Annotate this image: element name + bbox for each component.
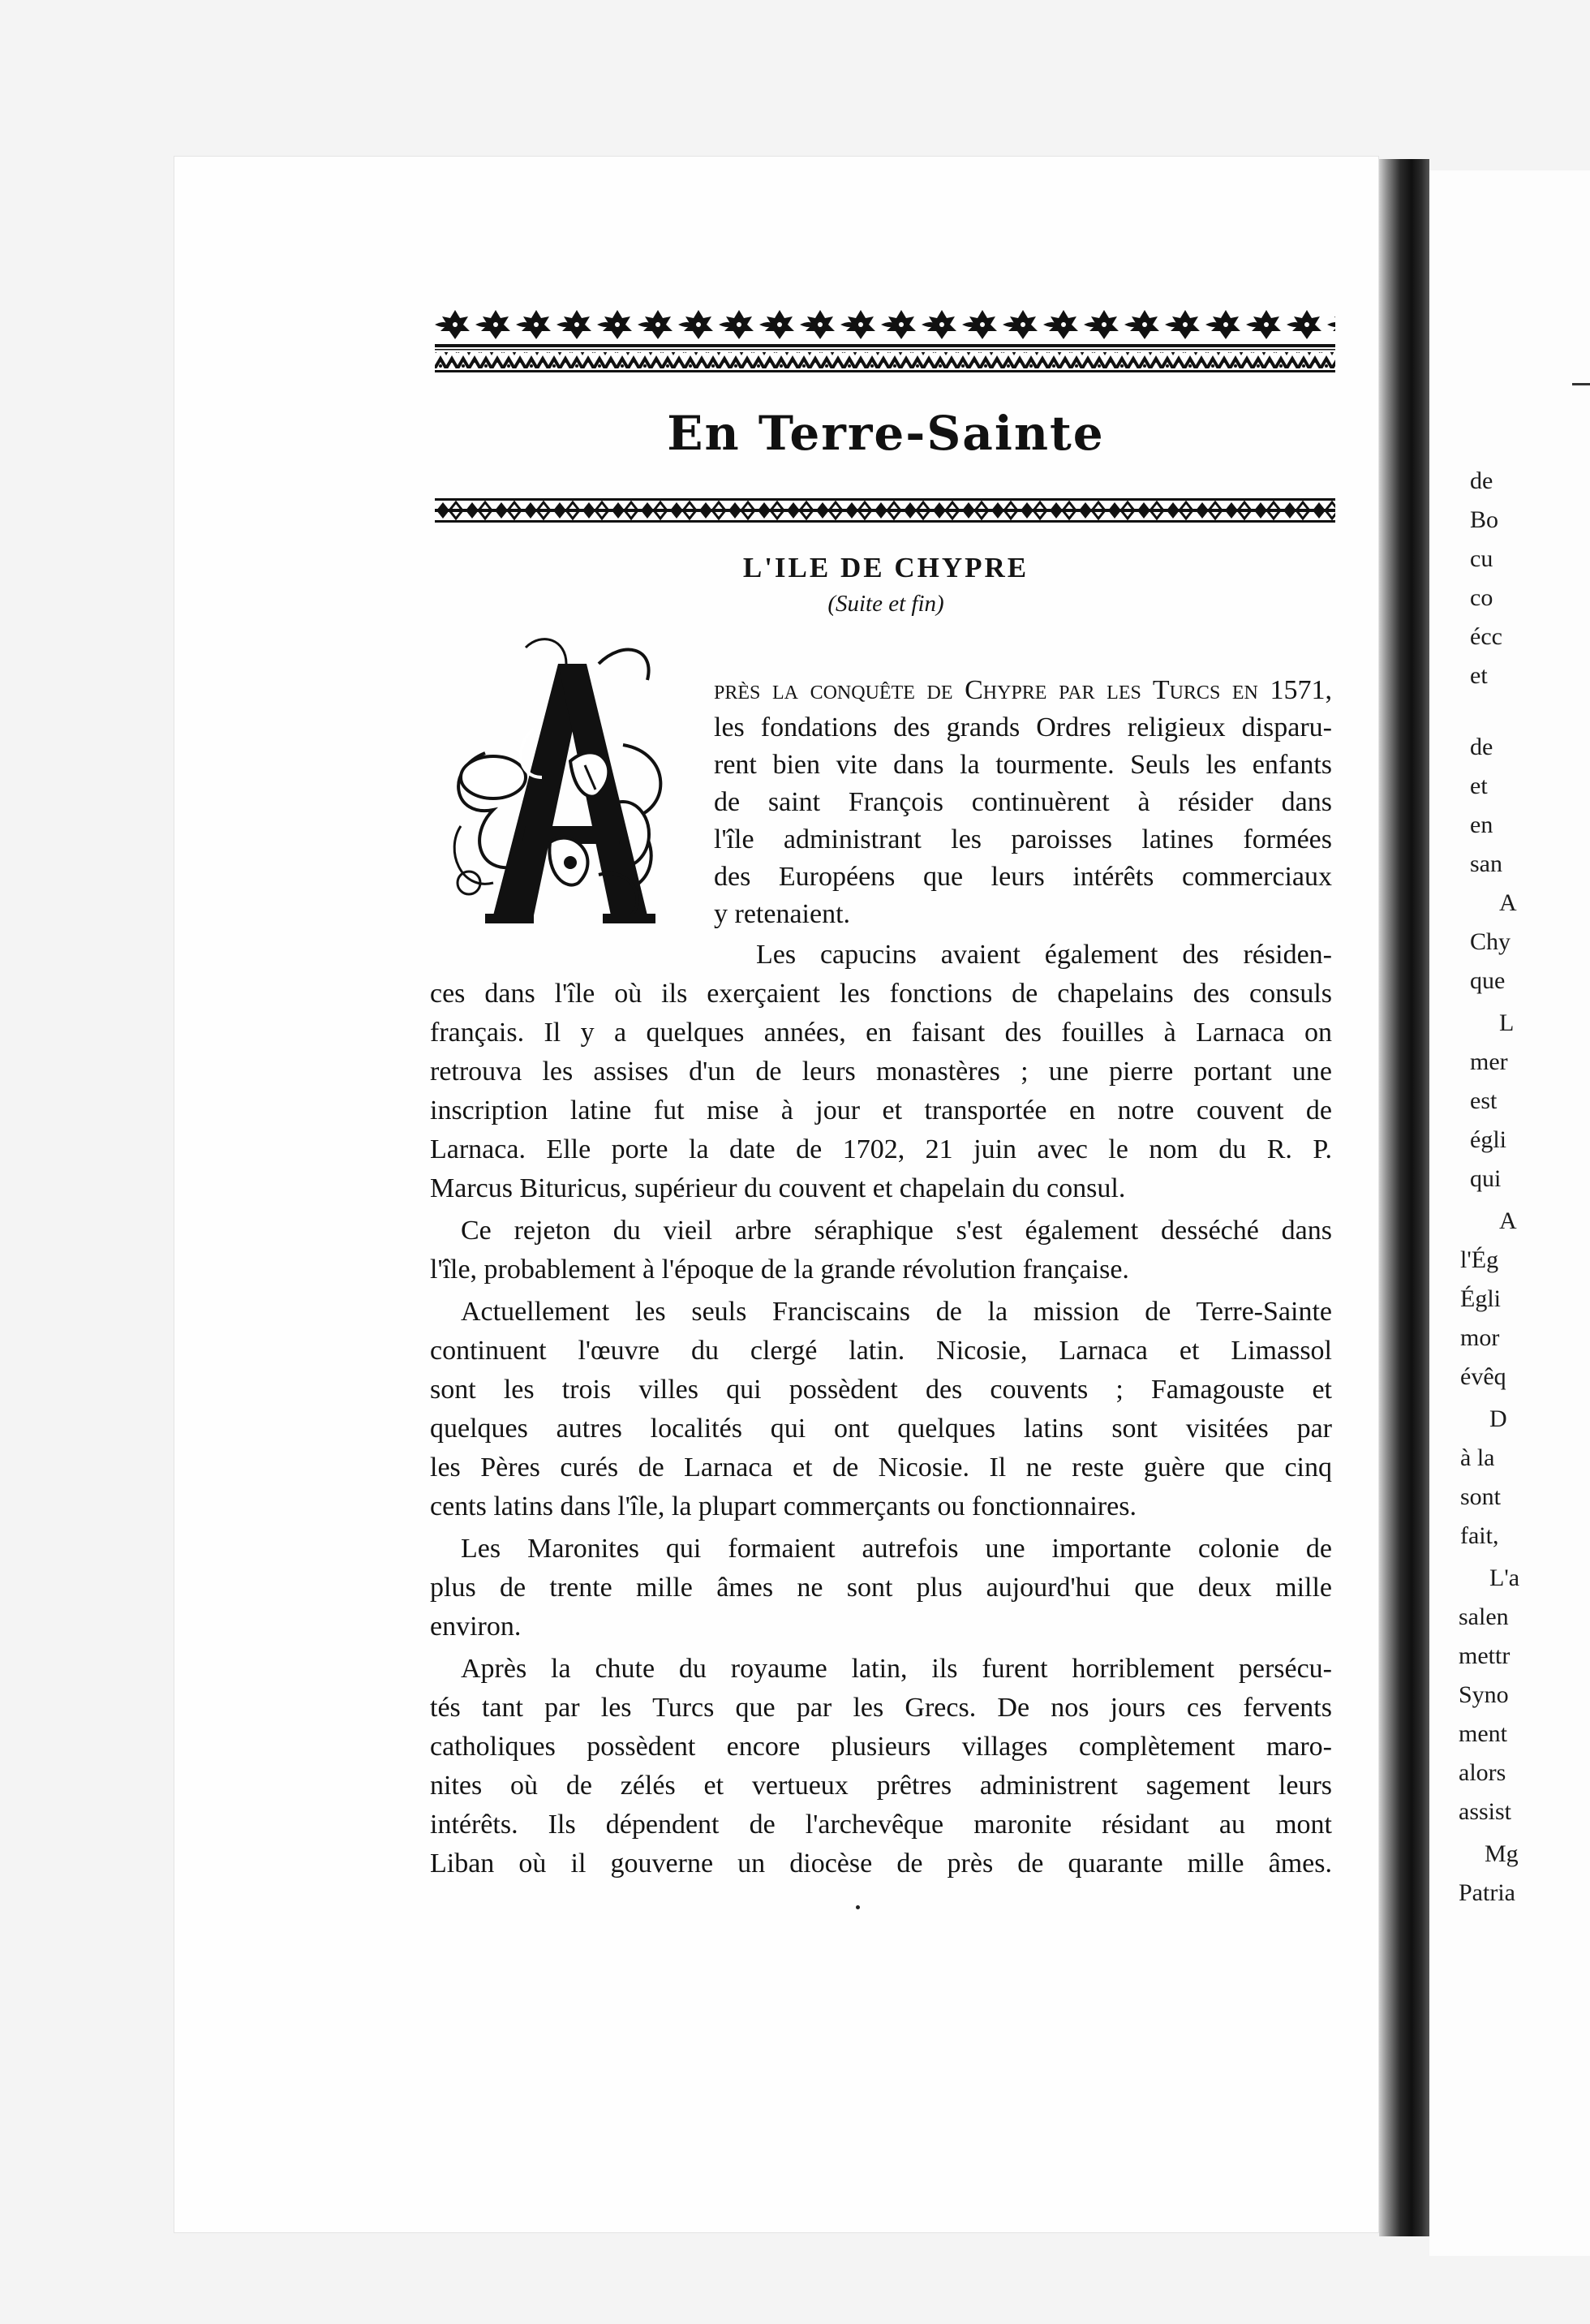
body-line: sont les trois villes qui possèdent des couvents ; Famagouste et (430, 1375, 1332, 1405)
right-fragment: à la (1460, 1444, 1495, 1471)
body-line: y retenaient. (714, 899, 851, 929)
ornament-divider (435, 497, 1335, 524)
body-line: près la conquête de Chypre par les Turcs en 1571, (714, 675, 1332, 705)
body-line: cents latins dans l'île, la plupart commerçants ou fonctionnaires. (430, 1491, 1137, 1521)
right-fragment: D (1489, 1405, 1507, 1432)
body-line: Ce rejeton du vieil arbre séraphique s'est également desséché dans (461, 1216, 1332, 1246)
right-fragment: L'a (1489, 1564, 1520, 1591)
right-fragment: fait, (1460, 1522, 1499, 1549)
body-line: des Européens que leurs intérêts commerciaux (714, 862, 1332, 892)
body-line: l'île, probablement à l'époque de la grande révolution française. (430, 1255, 1129, 1285)
right-fragment: A (1499, 1207, 1517, 1234)
body-line: tés tant par les Turcs que par les Grecs. De nos jours ces fervents (430, 1693, 1332, 1723)
body-line: français. Il y a quelques années, en faisant des fouilles à Larnaca on (430, 1018, 1332, 1048)
right-fragment: de (1470, 467, 1493, 494)
right-fragment: L (1499, 1009, 1515, 1036)
print-speck (856, 1905, 860, 1909)
body-line: catholiques possèdent encore plusieurs villages complètement maro- (430, 1732, 1332, 1762)
body-line: rent bien vite dans la tourmente. Seuls les enfants (714, 750, 1332, 780)
right-fragment: alors (1459, 1759, 1506, 1786)
right-fragment: assist (1459, 1798, 1512, 1825)
right-fragment: Égli (1460, 1285, 1501, 1312)
right-fragment: écc (1470, 623, 1502, 650)
ornament-top-band (435, 307, 1335, 380)
body-line: Après la chute du royaume latin, ils furent horriblement persécu- (461, 1654, 1332, 1684)
body-line: inscription latine fut mise à jour et transportée en notre couvent de (430, 1095, 1332, 1125)
right-fragment: est (1470, 1087, 1498, 1114)
body-line: l'île administrant les paroisses latines formées (714, 824, 1332, 854)
right-page-dash (1572, 383, 1590, 385)
body-line: environ. (430, 1612, 522, 1642)
body-line: quelques autres localités qui ont quelques latins sont visitées par (430, 1414, 1332, 1444)
right-fragment: l'Ég (1460, 1246, 1499, 1273)
right-fragment: Patria (1459, 1879, 1515, 1906)
drop-cap-illuminated-letter (436, 631, 678, 941)
right-page-cropped (1429, 170, 1590, 2256)
body-line: plus de trente mille âmes ne sont plus aujourd'hui que deux mille (430, 1573, 1332, 1603)
right-fragment: égli (1470, 1126, 1506, 1153)
body-line: Les Maronites qui formaient autrefois une importante colonie de (461, 1534, 1332, 1564)
page-title: En Terre-Sainte (667, 406, 1105, 461)
right-fragment: Syno (1459, 1681, 1509, 1708)
article-heading: L'ILE DE CHYPRE (742, 552, 1029, 583)
body-line: Actuellement les seuls Franciscains de la mission de Terre-Sainte (461, 1297, 1332, 1327)
right-fragment: mettr (1459, 1642, 1510, 1669)
right-fragment: salen (1459, 1603, 1509, 1630)
right-fragment: de (1470, 734, 1493, 760)
body-line: continuent l'œuvre du clergé latin. Nicosie, Larnaca et Limassol (430, 1336, 1332, 1366)
right-fragment: san (1470, 850, 1502, 877)
right-fragment: mer (1470, 1048, 1508, 1075)
right-fragment: ment (1459, 1720, 1507, 1747)
body-line: Liban où il gouverne un diocèse de près de quarante mille âmes. (430, 1848, 1332, 1879)
right-fragment: et (1470, 662, 1488, 689)
body-line: Marcus Bituricus, supérieur du couvent et chapelain du consul. (430, 1173, 1126, 1203)
right-fragment: évêq (1460, 1363, 1506, 1390)
body-line: nites où de zélés et vertueux prêtres administrent sagement leurs (430, 1771, 1332, 1801)
body-line: Larnaca. Elle porte la date de 1702, 21 juin avec le nom du R. P. (430, 1134, 1332, 1164)
right-fragment: et (1470, 773, 1488, 799)
right-fragment: sont (1460, 1483, 1502, 1510)
article-subtitle: (Suite et fin) (827, 591, 944, 617)
right-fragment: Bo (1470, 506, 1499, 533)
body-line: retrouva les assises d'un de leurs monastères ; une pierre portant une (430, 1057, 1332, 1087)
body-line: intérêts. Ils dépendent de l'archevêque maronite résidant au mont (430, 1810, 1332, 1840)
right-fragment: mor (1460, 1324, 1500, 1351)
book-gutter (1379, 159, 1429, 2236)
right-fragment: co (1470, 584, 1493, 611)
body-line: ces dans l'île où ils exerçaient les fonctions de chapelains des consuls (430, 979, 1332, 1009)
right-fragment: qui (1470, 1165, 1502, 1192)
right-fragment: cu (1470, 545, 1493, 572)
body-line: de saint François continuèrent à résider dans (714, 787, 1332, 817)
right-fragment: A (1499, 889, 1517, 916)
body-line: les fondations des grands Ordres religieux disparu- (714, 712, 1332, 742)
drop-cap-letter: A (436, 631, 437, 632)
right-fragment: en (1470, 811, 1493, 838)
right-fragment: que (1470, 967, 1506, 994)
right-fragment: Chy (1470, 928, 1511, 955)
body-line: les Pères curés de Larnaca et de Nicosie. Il ne reste guère que cinq (430, 1452, 1332, 1483)
body-line: Les capucins avaient également des résiden- (756, 940, 1332, 970)
right-fragment: Mg (1485, 1840, 1519, 1867)
